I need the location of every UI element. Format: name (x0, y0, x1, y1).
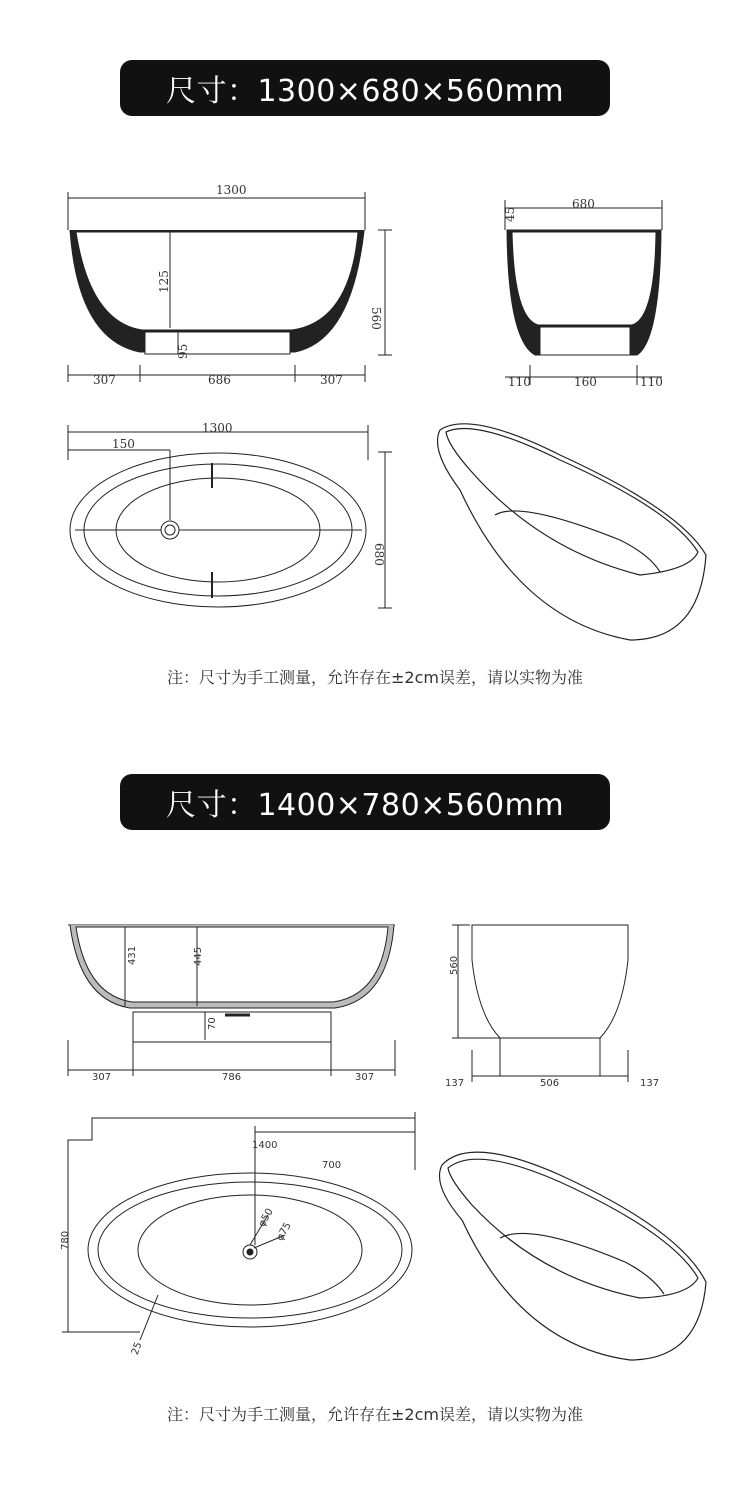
dim-side1-width: 680 (572, 197, 595, 211)
dim-side1-right: 110 (640, 375, 663, 389)
dim-top2-half: 700 (322, 1160, 342, 1171)
dim-top2-drain1: φ50 (256, 1206, 276, 1229)
dim-front1-base: 95 (176, 343, 190, 359)
dim-side2-right: 137 (640, 1078, 660, 1089)
dim-side1-mid: 160 (574, 375, 597, 389)
dim-front1-left: 307 (93, 373, 116, 387)
dim-side2-left: 137 (445, 1078, 465, 1089)
perspective-view-1 (438, 424, 707, 640)
note-1: 注：尺寸为手工测量，允许存在±2cm误差，请以实物为准 (167, 668, 583, 687)
size-banner-2 (120, 774, 610, 830)
size-banner-1 (120, 60, 610, 116)
dim-top2-width: 1400 (252, 1140, 278, 1151)
dim-front1-width: 1300 (216, 183, 247, 197)
dim-top1-offset: 150 (112, 437, 135, 451)
dim-front2-base: 70 (207, 1017, 218, 1030)
dim-front1-mid: 686 (208, 373, 231, 387)
size-title-1: 尺寸：1300×680×560mm (165, 74, 565, 109)
dim-front2-mid: 786 (222, 1072, 242, 1083)
dim-side2-height: 560 (449, 955, 460, 975)
size-title-2: 尺寸：1400×780×560mm (165, 788, 565, 823)
dim-front1-height: 560 (369, 307, 383, 330)
side-view-2 (452, 925, 628, 1082)
dim-front2-d1: 431 (127, 945, 138, 965)
side-view-1 (505, 200, 662, 385)
top-view-1 (68, 425, 392, 608)
dim-top2-drain2: φ75 (274, 1220, 294, 1243)
perspective-view-2 (440, 1152, 707, 1360)
note-2: 注：尺寸为手工测量，允许存在±2cm误差，请以实物为准 (167, 1405, 583, 1424)
dim-front2-left: 307 (92, 1072, 112, 1083)
dim-top1-depth: 680 (372, 543, 386, 566)
dim-side2-mid: 506 (540, 1078, 560, 1089)
dim-side1-rim: 45 (503, 206, 517, 222)
drawing-1 (0, 170, 750, 790)
dim-front1-inner: 125 (157, 270, 171, 293)
top-view-2 (62, 1112, 415, 1340)
dim-top2-depth: 780 (60, 1230, 71, 1250)
dim-top2-wall: 25 (129, 1340, 145, 1357)
dim-front1-right: 307 (320, 373, 343, 387)
drawing-2 (0, 900, 750, 1420)
dim-top1-width: 1300 (202, 421, 233, 435)
dim-front2-right: 307 (355, 1072, 375, 1083)
dim-side1-left: 110 (508, 375, 531, 389)
dim-front2-d2: 445 (193, 946, 204, 966)
front-view-1 (68, 192, 392, 382)
front-view-2 (68, 925, 395, 1076)
